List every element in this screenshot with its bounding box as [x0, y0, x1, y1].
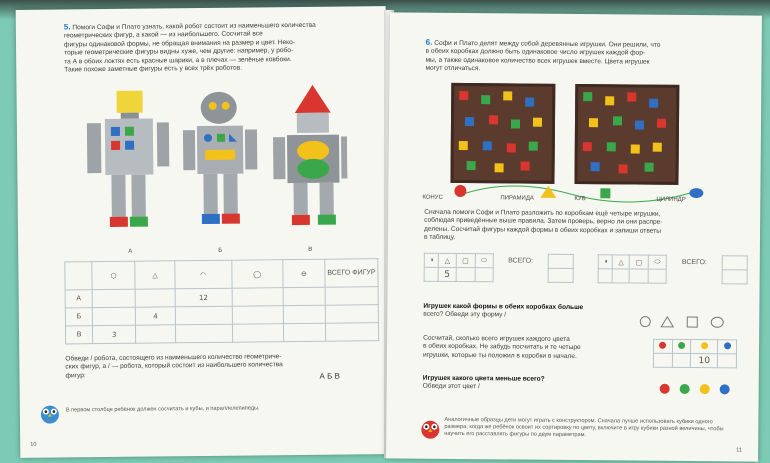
color-count-table	[653, 339, 737, 369]
red-dot-icon	[659, 342, 666, 349]
answer-cell[interactable]: 12	[175, 288, 232, 307]
cone-icon	[454, 185, 466, 197]
right-footer-note: Аналогичные образцы дети могут играть с конструктором. Сначала лучше использовать кубики одного размера, когда же ребёнок освоит их сортировку по цвету, включите в игру кубики разной величины, чтобы научить его расставлять фигуры по двум параметрам.	[444, 416, 724, 439]
left-task-number: 5.	[63, 22, 71, 32]
robot-answer-letters[interactable]: А Б В	[319, 371, 340, 381]
question-shape-most: Игрушек какой формы в обеих коробках больше всего? Обведи эту форму /	[423, 302, 584, 319]
shape-choice-icons[interactable]	[637, 315, 737, 330]
right-page	[386, 12, 762, 461]
left-task-text: 5. Помоги Софи и Плато узнать, какой робот состоит из наименьшего количества геометрических фигур, а какой — из наибольшего. Сосчитай все фигуры одинаковой формы, не обращая внимания на размер и цвет. Неко- торые геометрические фигуры видны хуже, чем другие: например, у робо- та А в обоих локтях есть красные шарики, а в плечах — зелёные ковбоки. Такие похоже заметные фигуры есть у всех трёх роботов.	[63, 21, 316, 74]
right-box-count-table: ◑ △ ▢ ⬭ ВСЕГО:	[598, 254, 748, 284]
cube-icon	[600, 188, 610, 198]
cone-label: КОНУС	[422, 194, 443, 201]
yellow-dot-icon	[701, 342, 708, 349]
cylinder-label: ЦИЛИНДР	[656, 196, 686, 203]
question-color-count: Сосчитай, сколько всего игрушек каждого цвета в обеих коробках. Не забудь посчитать и те четыре игрушки, которые ты положил в коробки в начале.	[422, 334, 581, 360]
left-page	[16, 6, 391, 458]
pyramid-label: ПИРАМИДА	[500, 195, 534, 202]
robots-illustration	[76, 84, 348, 247]
robot-label-c: В	[308, 246, 313, 253]
blue-dot-icon	[724, 342, 731, 349]
left-box-count-table: ◑ △ ▢ ⬭ ВСЕГО: 5	[424, 253, 574, 283]
answer-cell[interactable]: 4	[136, 307, 176, 325]
left-footer-note: В первом столбце ребёнок должен сосчитать и кубы, и параллелепипеды.	[65, 405, 260, 414]
pyramid-shape-icon: △	[135, 261, 175, 289]
shape-legend	[450, 181, 720, 207]
robot-label-b: Б	[218, 247, 223, 254]
cube-label: КУБ	[574, 196, 586, 203]
green-dot-icon	[678, 342, 685, 349]
answer-cell[interactable]: 3	[92, 325, 135, 343]
left-page-number: 10	[30, 441, 37, 448]
owl-icon	[40, 402, 60, 424]
color-choice-dots[interactable]	[659, 383, 739, 396]
robot-shapes-table: ⬡ △ ◠ ◯ ⊖ ВСЕГО ФИГУР А 12 Б 4 В 3	[64, 258, 379, 344]
cube-shape-icon: ⬡	[92, 261, 136, 289]
cylinder-shape-icon: ◯	[231, 260, 283, 289]
robot-label-a: А	[128, 248, 133, 255]
toy-tokens	[450, 83, 681, 185]
robot-c	[272, 84, 347, 225]
left-bottom-question: Обведи / робота, состоящего из наименьшего количество геометриче- ских фигур, а / — робота, который состоит из наибольшего количества фигур:	[65, 353, 283, 380]
right-page-number: 11	[736, 447, 742, 454]
right-task-text: 6. Софи и Плато делят между собой деревянные игрушки. Они решили, что в обеих коробках должно быть одинаковое число игрушек каждой фор- мы, а также одинаковое количество всех игрушек вместе. Цвета игрушек могут отличаться.	[425, 37, 661, 73]
sphere-shape-icon: ⊖	[283, 259, 325, 287]
answer-cell[interactable]: 5	[438, 267, 455, 281]
pyramid-icon	[540, 186, 556, 198]
answer-cell[interactable]: 10	[691, 354, 718, 368]
owl-icon	[420, 417, 440, 439]
question-color-least: Игрушек какого цвета меньше всего? Обведи этот цвет /	[422, 374, 545, 391]
robot-b	[183, 91, 258, 224]
half-cylinder-shape-icon: ◠	[175, 260, 232, 289]
robot-a	[87, 90, 170, 227]
right-instructions: Сначала помоги Софи и Плато разложить по коробкам ещё четыре игрушки, соблюдая приведённые выше правила. Затем проверь, верно ли они распре- делены. Сосчитай фигуры каждой формы в обеих коробках и запиши ответы в таблицу.	[423, 208, 663, 242]
cylinder-icon	[689, 188, 703, 198]
right-task-number: 6.	[425, 37, 433, 47]
total-shapes-header: ВСЕГО ФИГУР	[325, 259, 378, 288]
